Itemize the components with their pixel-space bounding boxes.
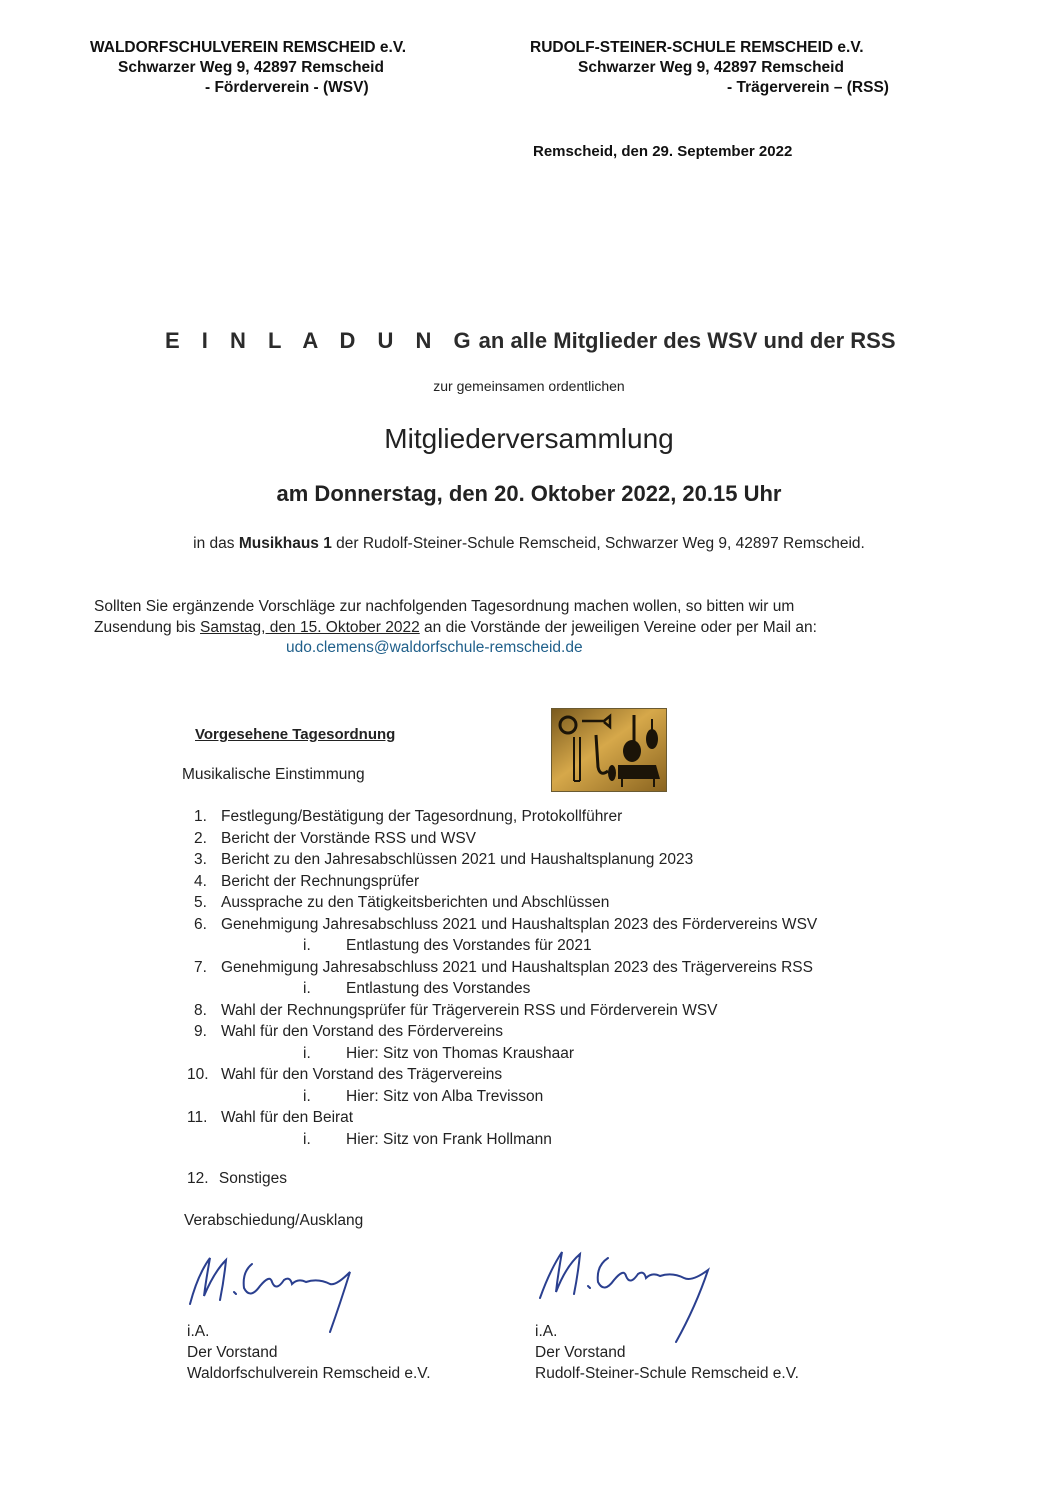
header-right-name: RUDOLF-STEINER-SCHULE REMSCHEID e.V. (530, 39, 864, 56)
agenda-intro: Musikalische Einstimmung (182, 766, 365, 783)
date-line: Remscheid, den 29. September 2022 (533, 143, 793, 160)
signature-left-role: Der Vorstand (187, 1344, 278, 1361)
agenda-item-number: 7. (194, 958, 207, 976)
signature-left-ia: i.A. (187, 1323, 210, 1340)
event-place (0, 533, 1058, 554)
agenda-heading: Vorgesehene Tagesordnung (195, 726, 396, 743)
signature-right-org: Rudolf-Steiner-Schule Remscheid e.V. (535, 1365, 799, 1382)
agenda-item-number: 4. (194, 872, 207, 890)
agenda-item-number: i. (303, 937, 311, 954)
header-right-type: - Trägerverein – (RSS) (727, 79, 889, 96)
proposals-line2-pre: Zusendung bis (94, 619, 196, 636)
agenda-item-number: 2. (194, 829, 207, 847)
agenda-item-last-text: Sonstiges (218, 1170, 287, 1187)
agenda-item-text: Festlegung/Bestätigung der Tagesordnung, Protokollführer (221, 808, 623, 825)
agenda-item-last-num: 12. (187, 1170, 209, 1187)
invitation-spaced-word: E I N L A D U N G (165, 328, 479, 353)
agenda-item-number: i. (303, 1087, 311, 1105)
proposals-line1: Sollten Sie ergänzende Vorschläge zur nachfolgenden Tagesordnung machen wollen, so bitten wir um (94, 598, 795, 615)
invitation-sub: zur gemeinsamen ordentlichen (433, 378, 625, 394)
agenda-item-number: 10. (187, 1066, 209, 1083)
agenda-item-number: 11. (187, 1109, 208, 1126)
invitation-title (165, 328, 896, 354)
agenda-item-number: 9. (194, 1023, 207, 1040)
agenda-closing: Verabschiedung/Ausklang (184, 1212, 364, 1229)
signature-right-text (535, 1321, 799, 1384)
agenda-item-text: Entlastung des Vorstandes (346, 980, 531, 997)
agenda-item-text: Hier: Sitz von Frank Hollmann (346, 1130, 552, 1148)
contact-email[interactable]: udo.clemens@waldorfschule-remscheid.de (286, 639, 583, 656)
header-left-address: Schwarzer Weg 9, 42897 Remscheid (118, 59, 384, 76)
proposals-deadline: Samstag, den 15. Oktober 2022 (200, 619, 420, 636)
agenda-item-text: Hier: Sitz von Alba Trevisson (346, 1087, 544, 1105)
place-pre: in das (193, 535, 235, 552)
header-left (90, 38, 406, 98)
signature-right-ia: i.A. (535, 1323, 558, 1340)
agenda-item-text: Genehmigung Jahresabschluss 2021 und Haushaltsplan 2023 des Trägervereins RSS (221, 958, 813, 976)
agenda-item-text: Wahl der Rechnungsprüfer für Trägerverein RSS und Förderverein WSV (221, 1001, 718, 1019)
agenda-item-text: Wahl für den Beirat (221, 1109, 354, 1126)
place-post: der Rudolf-Steiner-Schule Remscheid, Schwarzer Weg 9, 42897 Remscheid. (336, 535, 865, 552)
agenda-item-number: i. (303, 1130, 311, 1148)
invitation-title-rest: an alle Mitglieder des WSV und der RSS (478, 328, 896, 353)
agenda-item-text: Wahl für den Vorstand des Trägervereins (221, 1066, 503, 1083)
proposals-line2 (94, 617, 817, 638)
agenda-item-text: Hier: Sitz von Thomas Kraushaar (346, 1044, 575, 1062)
header-left-type: - Förderverein - (WSV) (205, 79, 369, 96)
agenda-item-text: Aussprache zu den Tätigkeitsberichten und Abschlüssen (221, 894, 610, 911)
agenda-item-number: i. (303, 980, 311, 997)
musical-instruments-image (551, 708, 667, 792)
musical-instruments-icon (552, 709, 666, 791)
header-left-name: WALDORFSCHULVEREIN REMSCHEID e.V. (90, 39, 407, 56)
agenda-item-text: Bericht der Vorstände RSS und WSV (221, 829, 477, 847)
agenda-item-number: i. (303, 1044, 311, 1062)
proposals-line2-post: an die Vorstände der jeweiligen Vereine oder per Mail an: (424, 619, 817, 636)
agenda-item-number: 3. (194, 851, 207, 868)
agenda-item-text: Wahl für den Vorstand des Fördervereins (221, 1023, 504, 1040)
signature-right-role: Der Vorstand (535, 1344, 626, 1361)
agenda-item-number: 5. (194, 894, 207, 911)
place-bold: Musikhaus 1 (238, 535, 332, 552)
agenda-item-text: Entlastung des Vorstandes für 2021 (346, 937, 592, 954)
agenda-item-number: 1. (194, 808, 207, 825)
agenda-item-number: 8. (194, 1001, 207, 1019)
event-title: Mitgliederversammlung (384, 423, 674, 454)
header-right-address: Schwarzer Weg 9, 42897 Remscheid (578, 59, 844, 76)
agenda-item-text: Bericht zu den Jahresabschlüssen 2021 und Haushaltsplanung 2023 (221, 851, 694, 868)
event-date: am Donnerstag, den 20. Oktober 2022, 20.15 Uhr (276, 481, 782, 506)
agenda-item-text: Bericht der Rechnungsprüfer (221, 872, 420, 890)
agenda-item-number: 6. (194, 915, 207, 933)
signature-left-org: Waldorfschulverein Remscheid e.V. (187, 1365, 431, 1382)
agenda-item-last (187, 1170, 287, 1188)
header-right (530, 38, 889, 98)
agenda-item-text: Genehmigung Jahresabschluss 2021 und Haushaltsplan 2023 des Fördervereins WSV (221, 915, 818, 933)
proposals-text (94, 596, 817, 638)
signature-left-text (187, 1321, 431, 1384)
